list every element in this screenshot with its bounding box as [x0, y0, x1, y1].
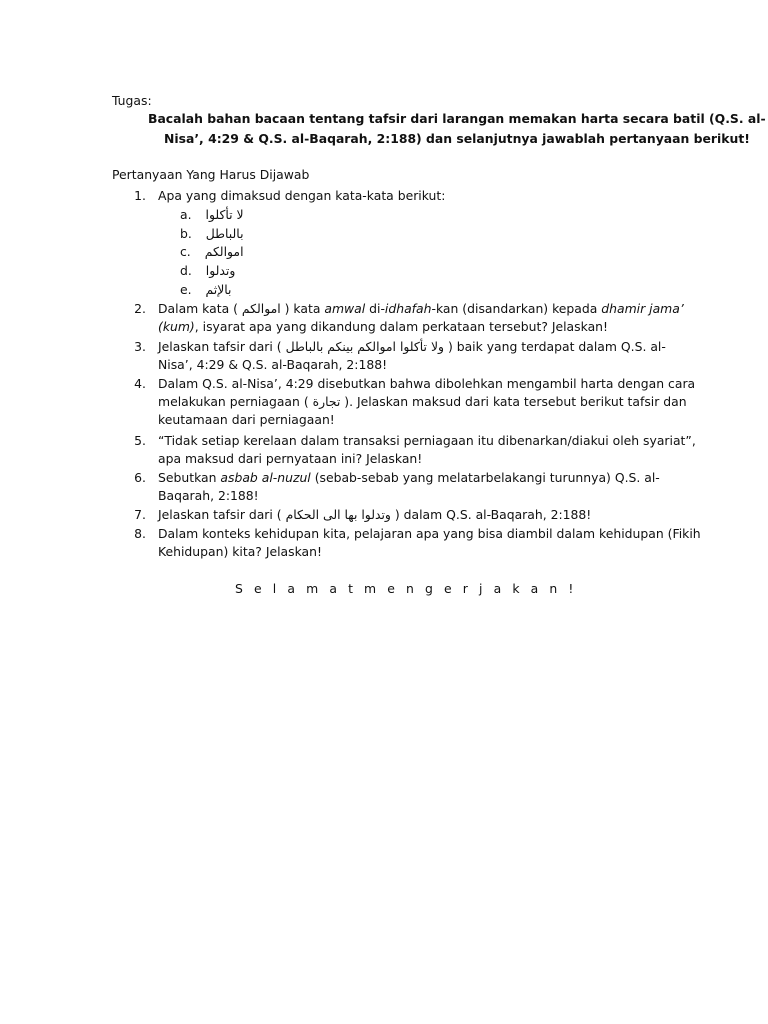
instruction-line-2: Nisa’, 4:29 & Q.S. al-Baqarah, 2:188) dan selanjutnya jawablah pertanyaan berikut!	[164, 131, 750, 146]
question-text-line-1: Dalam Q.S. al-Nisa’, 4:29 disebutkan bahwa dibolehkan mengambil harta dengan cara	[158, 376, 696, 391]
italic-term: amwal	[324, 301, 366, 316]
text-run: ) dalam Q.S. al-Baqarah, 2:188!	[390, 507, 592, 522]
italic-term: idhafah	[384, 301, 432, 316]
text-run: ) kata	[280, 301, 325, 316]
question-text-line-3: keutamaan dari perniagaan!	[158, 412, 335, 427]
question-number: 4.	[134, 376, 146, 391]
text-run: Sebutkan	[158, 470, 221, 485]
sub-item-letter: b.	[180, 226, 192, 241]
text-run: Jelaskan tafsir dari (	[158, 507, 286, 522]
question-text-line-2: Kehidupan) kita? Jelaskan!	[158, 544, 322, 559]
question-text-line-2	[158, 393, 687, 411]
arabic-term: وتدلوا	[205, 263, 236, 278]
tugas-label: Tugas:	[112, 93, 152, 108]
question-text-line-1: Dalam konteks kehidupan kita, pelajaran apa yang bisa diambil dalam kehidupan (Fikih	[158, 526, 701, 541]
sub-item-d	[180, 262, 235, 280]
arabic-term: تجارة	[312, 394, 341, 409]
question-number: 6.	[134, 470, 146, 485]
question-number: 3.	[134, 339, 146, 354]
sub-item-letter: d.	[180, 263, 192, 278]
sub-item-a	[180, 206, 244, 224]
sub-item-e	[180, 281, 232, 299]
text-run: ). Jelaskan maksud dari kata tersebut berikut tafsir dan	[340, 394, 687, 409]
question-text-line-2: Baqarah, 2:188!	[158, 488, 259, 503]
closing-message: S e l a m a t m e n g e r j a k a n !	[235, 581, 577, 596]
text-run: , isyarat apa yang dikandung dalam perkataan tersebut? Jelaskan!	[194, 319, 608, 334]
question-text-line-1	[158, 506, 591, 524]
sub-item-letter: c.	[180, 244, 191, 259]
question-number: 7.	[134, 507, 146, 522]
instruction-line-1: Bacalah bahan bacaan tentang tafsir dari larangan memakan harta secara batil (Q.S. al-	[148, 111, 766, 126]
question-number: 8.	[134, 526, 146, 541]
sub-item-b	[180, 225, 244, 243]
question-number: 2.	[134, 301, 146, 316]
text-run: ) baik yang terdapat dalam Q.S. al-	[444, 339, 666, 354]
question-text-line-2: apa maksud dari pernyataan ini? Jelaskan!	[158, 451, 423, 466]
question-number: 5.	[134, 433, 146, 448]
text-run: melakukan perniagaan (	[158, 394, 313, 409]
italic-term: (kum)	[158, 319, 195, 334]
italic-term: dhamir jama’	[601, 301, 684, 316]
text-run: Dalam kata (	[158, 301, 242, 316]
arabic-term: لا تأكلوا	[205, 207, 244, 222]
question-text-line-2: Nisa’, 4:29 & Q.S. al-Baqarah, 2:188!	[158, 357, 388, 372]
question-text: Apa yang dimaksud dengan kata-kata berikut:	[158, 188, 446, 203]
arabic-term: اموالكم	[204, 244, 244, 259]
arabic-term: ولا تأكلوا اموالكم بينكم بالباطل	[285, 339, 444, 354]
arabic-term: وتدلوا بها الى الحكام	[285, 507, 391, 522]
arabic-term: بالإثم	[205, 282, 232, 297]
section-title: Pertanyaan Yang Harus Dijawab	[112, 167, 310, 182]
italic-term: asbab al-nuzul	[220, 470, 311, 485]
question-text-line-2	[158, 318, 608, 336]
arabic-term: اموالكم	[241, 301, 281, 316]
text-run: di-	[365, 301, 385, 316]
question-text-line-1	[158, 338, 666, 356]
sub-item-letter: a.	[180, 207, 192, 222]
text-run: -kan (disandarkan) kepada	[431, 301, 602, 316]
question-text-line-1	[158, 300, 684, 318]
text-run: (sebab-sebab yang melatarbelakangi turunnya) Q.S. al-	[310, 470, 660, 485]
question-text-line-1: “Tidak setiap kerelaan dalam transaksi perniagaan itu dibenarkan/diakui oleh syariat”,	[158, 433, 696, 448]
question-text-line-1	[158, 469, 660, 487]
question-number: 1.	[134, 188, 146, 203]
sub-item-c	[180, 243, 244, 261]
text-run: Jelaskan tafsir dari (	[158, 339, 286, 354]
sub-item-letter: e.	[180, 282, 192, 297]
arabic-term: بالباطل	[205, 226, 244, 241]
